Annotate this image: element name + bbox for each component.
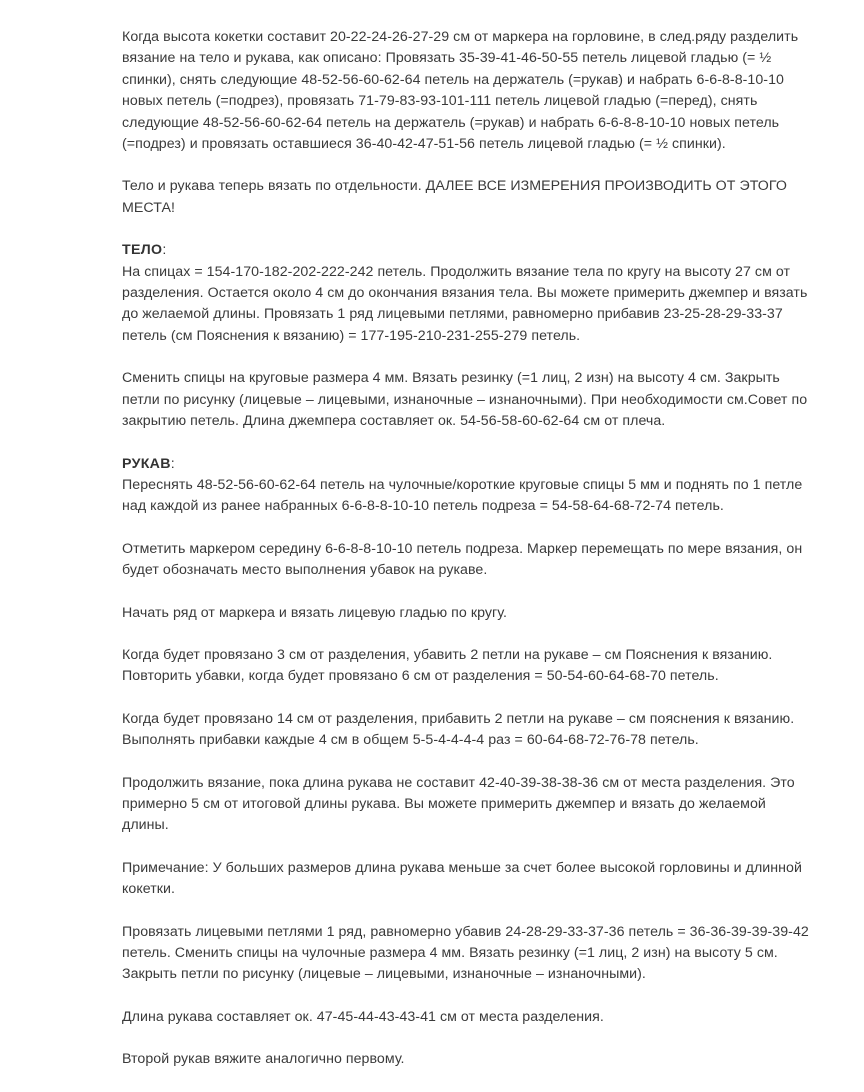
sleeve-paragraph-5: Когда будет провязано 14 см от разделения, прибавить 2 петли на рукаве – см пояснения к вязанию. Выполнять прибавки каждые 4 см в общем 5-5-4-4-4-4 раз = 60-64-68-72-76-78 петель. [122,710,795,749]
body-paragraph-2: Сменить спицы на круговые размера 4 мм. Вязать резинку (=1 лиц, 2 изн) на высоту 4 см. Закрыть петли по рисунку (лицевые – лицевыми, изнаночные – изнаночными). При необходимости см.Совет по закрытию петель. Длина джемпера составляет ок. 54-56-58-60-62-64 см от плеча. [122,370,808,430]
sleeve-paragraph-6: Продолжить вязание, пока длина рукава не составит 42-40-39-38-38-36 см от места разделения. Это примерно 5 см от итоговой длины рукава. Вы можете примерить джемпер и вязать до желаемой длины. [122,774,795,834]
intro-paragraph: Когда высота кокетки составит 20-22-24-26-27-29 см от маркера на горловине, в след.ряду разделить вязание на тело и рукава, как описано: Провязать 35-39-41-46-50-55 петель лицевой гладью (= ½ спинки), снять следующие 48-52-56-60-62-64 петель на держатель (=рукав) и набрать 6-6-8-8-10-10 новых петель (=подрез), провязать 71-79-83-93-101-111 петель лицевой гладью (=перед), снять следующие 48-52-56-60-62-64 петель на держатель (=рукав) и набрать 6-6-8-8-10-10 новых петель (=подрез) и провязать оставшиеся 36-40-42-47-51-56 петель лицевой гладью (= ½ спинки). [122,29,799,153]
body-paragraph-1: На спицах = 154-170-182-202-222-242 петель. Продолжить вязание тела по кругу на высоту 27 см от разделения. Остается около 4 см до окончания вязания тела. Вы можете примерить джемпер и вязать до желаемой длины. Провязать 1 ряд лицевыми петлями, равномерно прибавив 23-25-28-29-33-37 петель (см Пояснения к вязанию) = 177-195-210-231-255-279 петель. [122,263,808,344]
sleeve-heading-colon: : [170,455,176,472]
sleeve-heading-text: РУКАВ [122,455,171,472]
sleeve-paragraph-1: Переснять 48-52-56-60-62-64 петель на чулочные/короткие круговые спицы 5 мм и поднять по 1 петле над каждой из ранее набранных 6-6-8-8-10-10 петель подреза = 54-58-64-68-72-74 петель. [122,476,803,515]
document-page [122,27,812,1092]
body-heading [122,240,812,261]
sleeve-paragraph-2: Отметить маркером середину 6-6-8-8-10-10 петель подреза. Маркер перемещать по мере вязания, он будет обозначать место выполнения убавок на рукаве. [122,540,803,579]
sleeve-paragraph-10: Второй рукав вяжите аналогично первому. [122,1051,405,1068]
body-heading-colon: : [162,242,167,259]
sleeve-paragraph-3: Начать ряд от маркера и вязать лицевую гладью по кругу. [122,604,507,621]
sleeve-paragraph-7: Примечание: У больших размеров длина рукава меньше за счет более высокой горловины и длинной кокетки. [122,859,802,898]
sleeve-paragraph-9: Длина рукава составляет ок. 47-45-44-43-43-41 см от места разделения. [122,1008,604,1025]
sleeve-paragraph-8: Провязать лицевыми петлями 1 ряд, равномерно убавив 24-28-29-33-37-36 петель = 36-36-39-39-39-42 петель. Сменить спицы на чулочные размера 4 мм. Вязать резинку (=1 лиц, 2 изн) на высоту 5 см. Закрыть петли по рисунку (лицевые – лицевыми, изнаночные – изнаночными). [122,923,809,983]
separate-paragraph: Тело и рукава теперь вязать по отдельности. ДАЛЕЕ ВСЕ ИЗМЕРЕНИЯ ПРОИЗВОДИТЬ ОТ ЭТОГО МЕСТА! [122,178,787,216]
sleeve-heading [122,454,812,475]
sleeve-paragraph-4: Когда будет провязано 3 см от разделения, убавить 2 петли на рукаве – см Пояснения к вязанию. Повторить убавки, когда будет провязано 6 см от разделения = 50-54-60-64-68-70 петель. [122,646,773,685]
body-heading-text: ТЕЛО [122,242,163,259]
